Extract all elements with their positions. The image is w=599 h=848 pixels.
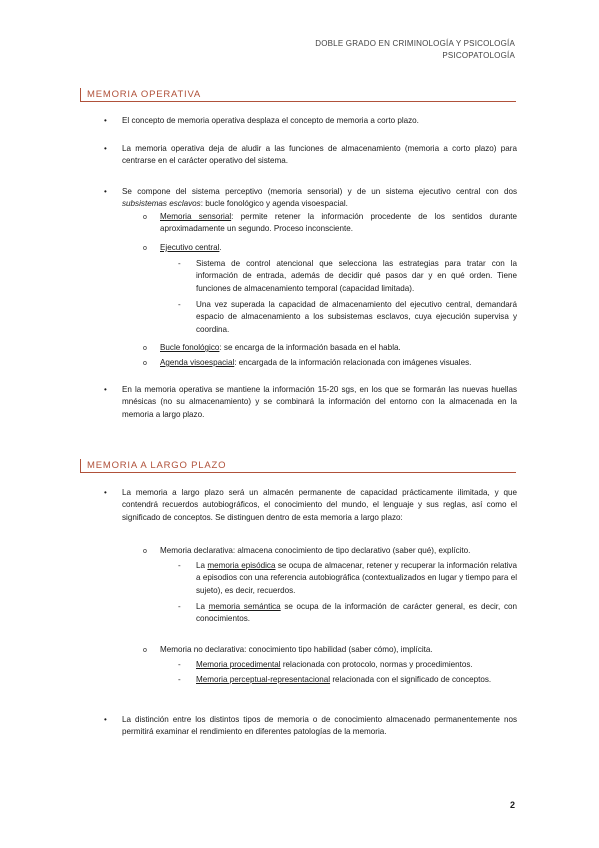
text-run: : bucle fonológico y agenda visoespacial. xyxy=(200,199,348,209)
sub-text xyxy=(160,211,517,236)
bullet-icon: • xyxy=(104,488,107,497)
bullet-icon: • xyxy=(104,385,107,394)
bullet-icon: • xyxy=(104,144,107,153)
dash-text xyxy=(196,560,517,597)
dash-icon: - xyxy=(178,602,181,611)
header-subject: PSICOPATOLOGÍA xyxy=(442,51,515,60)
text-run: : se encarga de la información basada en el habla. xyxy=(219,343,401,352)
bullet-text: El concepto de memoria operativa desplaza el concepto de memoria a corto plazo. xyxy=(122,116,419,125)
text-run: : permite retener la información procedente de los sentidos durante aproximadamente un segundo. Proceso inconsciente. xyxy=(160,212,517,234)
dash-icon: - xyxy=(178,300,181,309)
underlined-term: memoria episódica xyxy=(207,561,276,570)
dash-text xyxy=(196,674,517,686)
dash-text: Una vez superada la capacidad de almacenamiento del ejecutivo central, demandará espacio de almacenamiento a los subsistemas esclavos, cuya ejecución supervisa y coordina. xyxy=(196,300,517,334)
sub-text xyxy=(160,242,517,254)
sub-text xyxy=(160,357,517,369)
bullet-text: La memoria operativa deja de aludir a las funciones de almacenamiento (memoria a corto plazo) para centrarse en el carácter operativo del sistema. xyxy=(122,144,517,166)
section-title-memoria-operativa: MEMORIA OPERATIVA xyxy=(80,88,516,102)
text-run: La xyxy=(196,602,209,611)
text-run: relacionada con el significado de conceptos. xyxy=(330,675,492,684)
text-run: : encargada de la información relacionada con imágenes visuales. xyxy=(234,358,472,367)
text-run: relacionada con protocolo, normas y procedimientos. xyxy=(280,660,473,669)
underlined-term: memoria semántica xyxy=(208,602,281,611)
page-header xyxy=(315,38,515,62)
dash-icon: - xyxy=(178,660,181,669)
section-title-memoria-largo-plazo: MEMORIA A LARGO PLAZO xyxy=(80,459,516,473)
circle-bullet-icon: o xyxy=(143,214,147,221)
bullet-text: La distinción entre los distintos tipos de memoria o de conocimiento almacenado permanentemente nos permitirá examinar el rendimiento en diferentes patologías de la memoria. xyxy=(122,715,517,737)
sub-text: Memoria declarativa: almacena conocimiento de tipo declarativo (saber qué), explícito. xyxy=(160,546,471,555)
bullet-icon: • xyxy=(104,715,107,724)
dash-icon: - xyxy=(178,675,181,684)
dash-text xyxy=(196,601,517,626)
circle-bullet-icon: o xyxy=(143,245,147,252)
dash-icon: - xyxy=(178,561,181,570)
circle-bullet-icon: o xyxy=(143,647,147,654)
text-run: se ocupa de almacenar, retener y recuperar la información relativa a episodios con una referencia autobiográfica (contextualizados en lugar y tiempo para el sujeto), es decir, recuerdos. xyxy=(196,561,517,595)
bullet-text xyxy=(122,186,517,211)
text-run: . xyxy=(219,243,222,252)
underlined-term: Agenda visoespacial xyxy=(160,358,235,367)
circle-bullet-icon: o xyxy=(143,345,147,352)
dash-icon: - xyxy=(178,259,181,268)
text-run: se ocupa de la información de carácter general, es decir, con conocimientos. xyxy=(196,602,517,624)
underlined-term: Ejecutivo central xyxy=(160,243,220,252)
sub-text: Memoria no declarativa: conocimiento tipo habilidad (saber cómo), implícita. xyxy=(160,645,433,654)
circle-bullet-icon: o xyxy=(143,548,147,555)
bullet-text: La memoria a largo plazo será un almacén permanente de capacidad prácticamente ilimitada, y que contendrá recuerdos autobiográficos, el conocimiento del mundo, el lenguaje y sus reglas, así como el significado de conceptos. Se distinguen dentro de esta memoria a largo plazo: xyxy=(122,488,517,522)
dash-text xyxy=(196,659,517,671)
italic-term: subsistemas esclavos xyxy=(122,199,201,209)
bullet-text: En la memoria operativa se mantiene la información 15-20 sgs, en los que se formarán las nuevas huellas mnésicas (no su almacenamiento) y se combinará la información del entorno con la almacenada en la memoria a largo plazo. xyxy=(122,385,517,419)
header-degree: DOBLE GRADO EN CRIMINOLOGÍA Y PSICOLOGÍA xyxy=(315,39,515,48)
bullet-icon: • xyxy=(104,187,107,196)
text-run: La xyxy=(196,561,208,570)
circle-bullet-icon: o xyxy=(143,360,147,367)
underlined-term: Memoria procedimental xyxy=(196,660,281,669)
dash-text: Sistema de control atencional que selecciona las estrategias para tratar con la información de entrada, además de decidir qué pasos dar y en qué orden. Tiene funciones de almacenamiento temporal (capacidad limitada). xyxy=(196,259,517,293)
underlined-term: Memoria sensorial xyxy=(160,212,232,221)
underlined-term: Memoria perceptual-representacional xyxy=(196,675,331,684)
sub-text xyxy=(160,342,517,354)
bullet-icon: • xyxy=(104,116,107,125)
page-number: 2 xyxy=(509,800,515,810)
underlined-term: Bucle fonológico xyxy=(160,343,220,352)
text-run: Se compone del sistema perceptivo (memoria sensorial) y de un sistema ejecutivo central con dos xyxy=(122,187,517,196)
